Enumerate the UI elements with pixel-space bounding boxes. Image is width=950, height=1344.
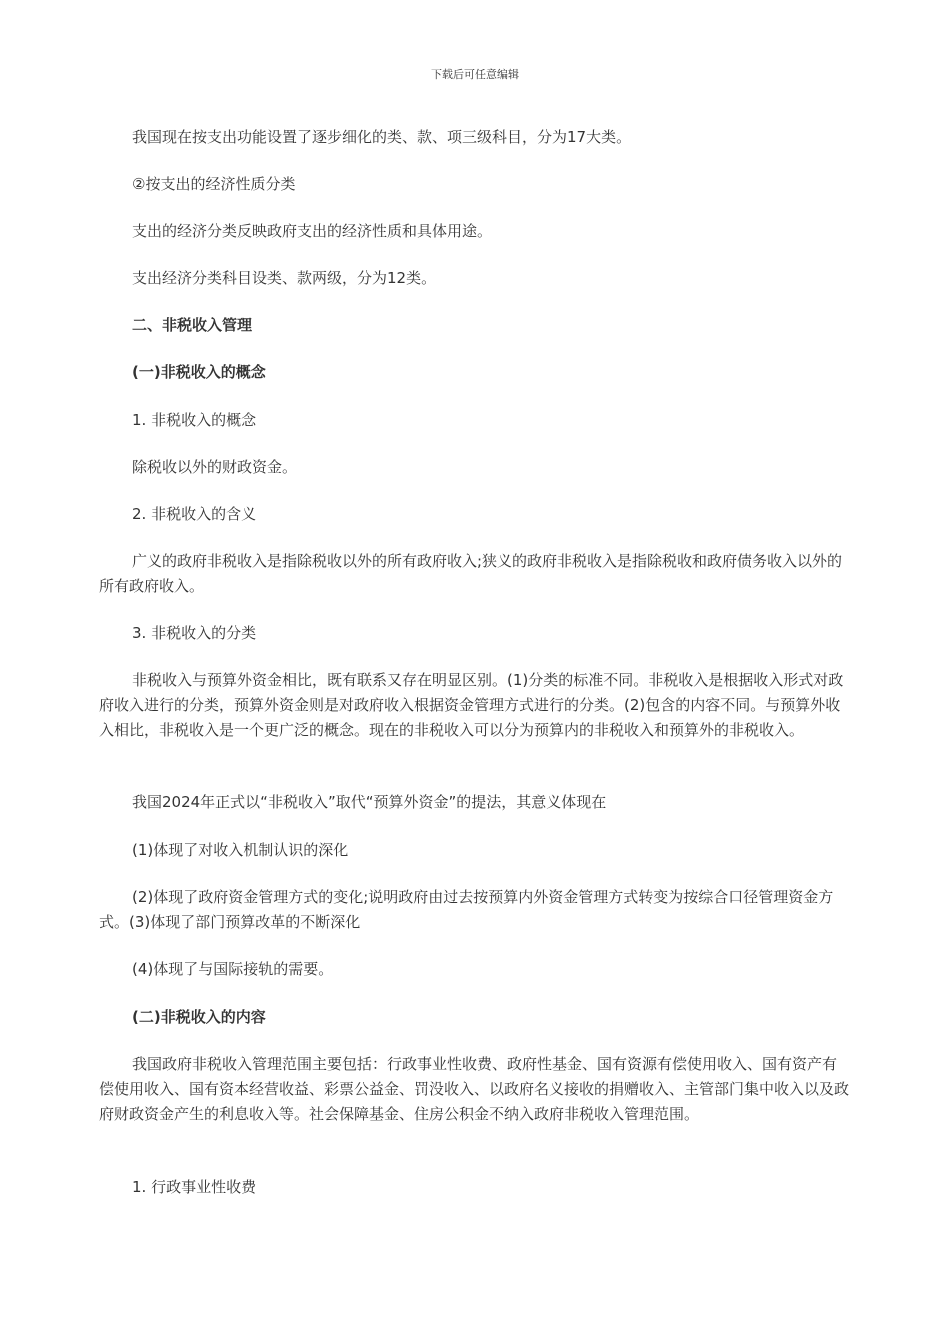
- paragraph: 我国政府非税收入管理范围主要包括：行政事业性收费、政府性基金、国有资源有偿使用收入、国有资产有偿使用收入、国有资本经营收益、彩票公益金、罚没收入、以政府名义接收的捐赠收入、主管部门集中收入以及政府财政资金产生的利息收入等。社会保障基金、住房公积金不纳入政府非税收入管理范围。: [99, 1055, 850, 1123]
- paragraph: 支出的经济分类反映政府支出的经济性质和具体用途。: [132, 222, 493, 240]
- paragraph: 1. 非税收入的概念: [132, 411, 257, 429]
- paragraph: 2. 非税收入的含义: [132, 505, 257, 523]
- subsection-heading: (一)非税收入的概念: [132, 363, 266, 381]
- paragraph: ②按支出的经济性质分类: [132, 175, 296, 193]
- paragraph: 除税收以外的财政资金。: [132, 458, 298, 476]
- paragraph: (2)体现了政府资金管理方式的变化;说明政府由过去按预算内外资金管理方式转变为按综合口径管理资金方式。(3)体现了部门预算改革的不断深化: [99, 888, 834, 931]
- paragraph: 我国2024年正式以“非税收入”取代“预算外资金”的提法，其意义体现在: [132, 793, 607, 811]
- paragraph: 3. 非税收入的分类: [132, 624, 257, 642]
- paragraph: 1. 行政事业性收费: [132, 1178, 257, 1196]
- paragraph: (4)体现了与国际接轨的需要。: [132, 960, 334, 978]
- paragraph: 支出经济分类科目设类、款两级，分为12类。: [132, 269, 437, 287]
- page-header: 下载后可任意编辑: [431, 68, 519, 81]
- paragraph: 广义的政府非税收入是指除税收以外的所有政府收入;狭义的政府非税收入是指除税收和政府债务收入以外的所有政府收入。: [99, 552, 843, 595]
- paragraph: 非税收入与预算外资金相比，既有联系又存在明显区别。(1)分类的标准不同。非税收入是根据收入形式对政府收入进行的分类，预算外资金则是对政府收入根据资金管理方式进行的分类。(2)包含的内容不同。与预算外收入相比，非税收入是一个更广泛的概念。现在的非税收入可以分为预算内的非税收入和预算外的非税收入。: [99, 671, 844, 739]
- subsection-heading: (二)非税收入的内容: [132, 1008, 266, 1026]
- paragraph: 我国现在按支出功能设置了逐步细化的类、款、项三级科目，分为17大类。: [132, 128, 632, 146]
- section-heading: 二、非税收入管理: [132, 316, 253, 334]
- paragraph: (1)体现了对收入机制认识的深化: [132, 841, 349, 859]
